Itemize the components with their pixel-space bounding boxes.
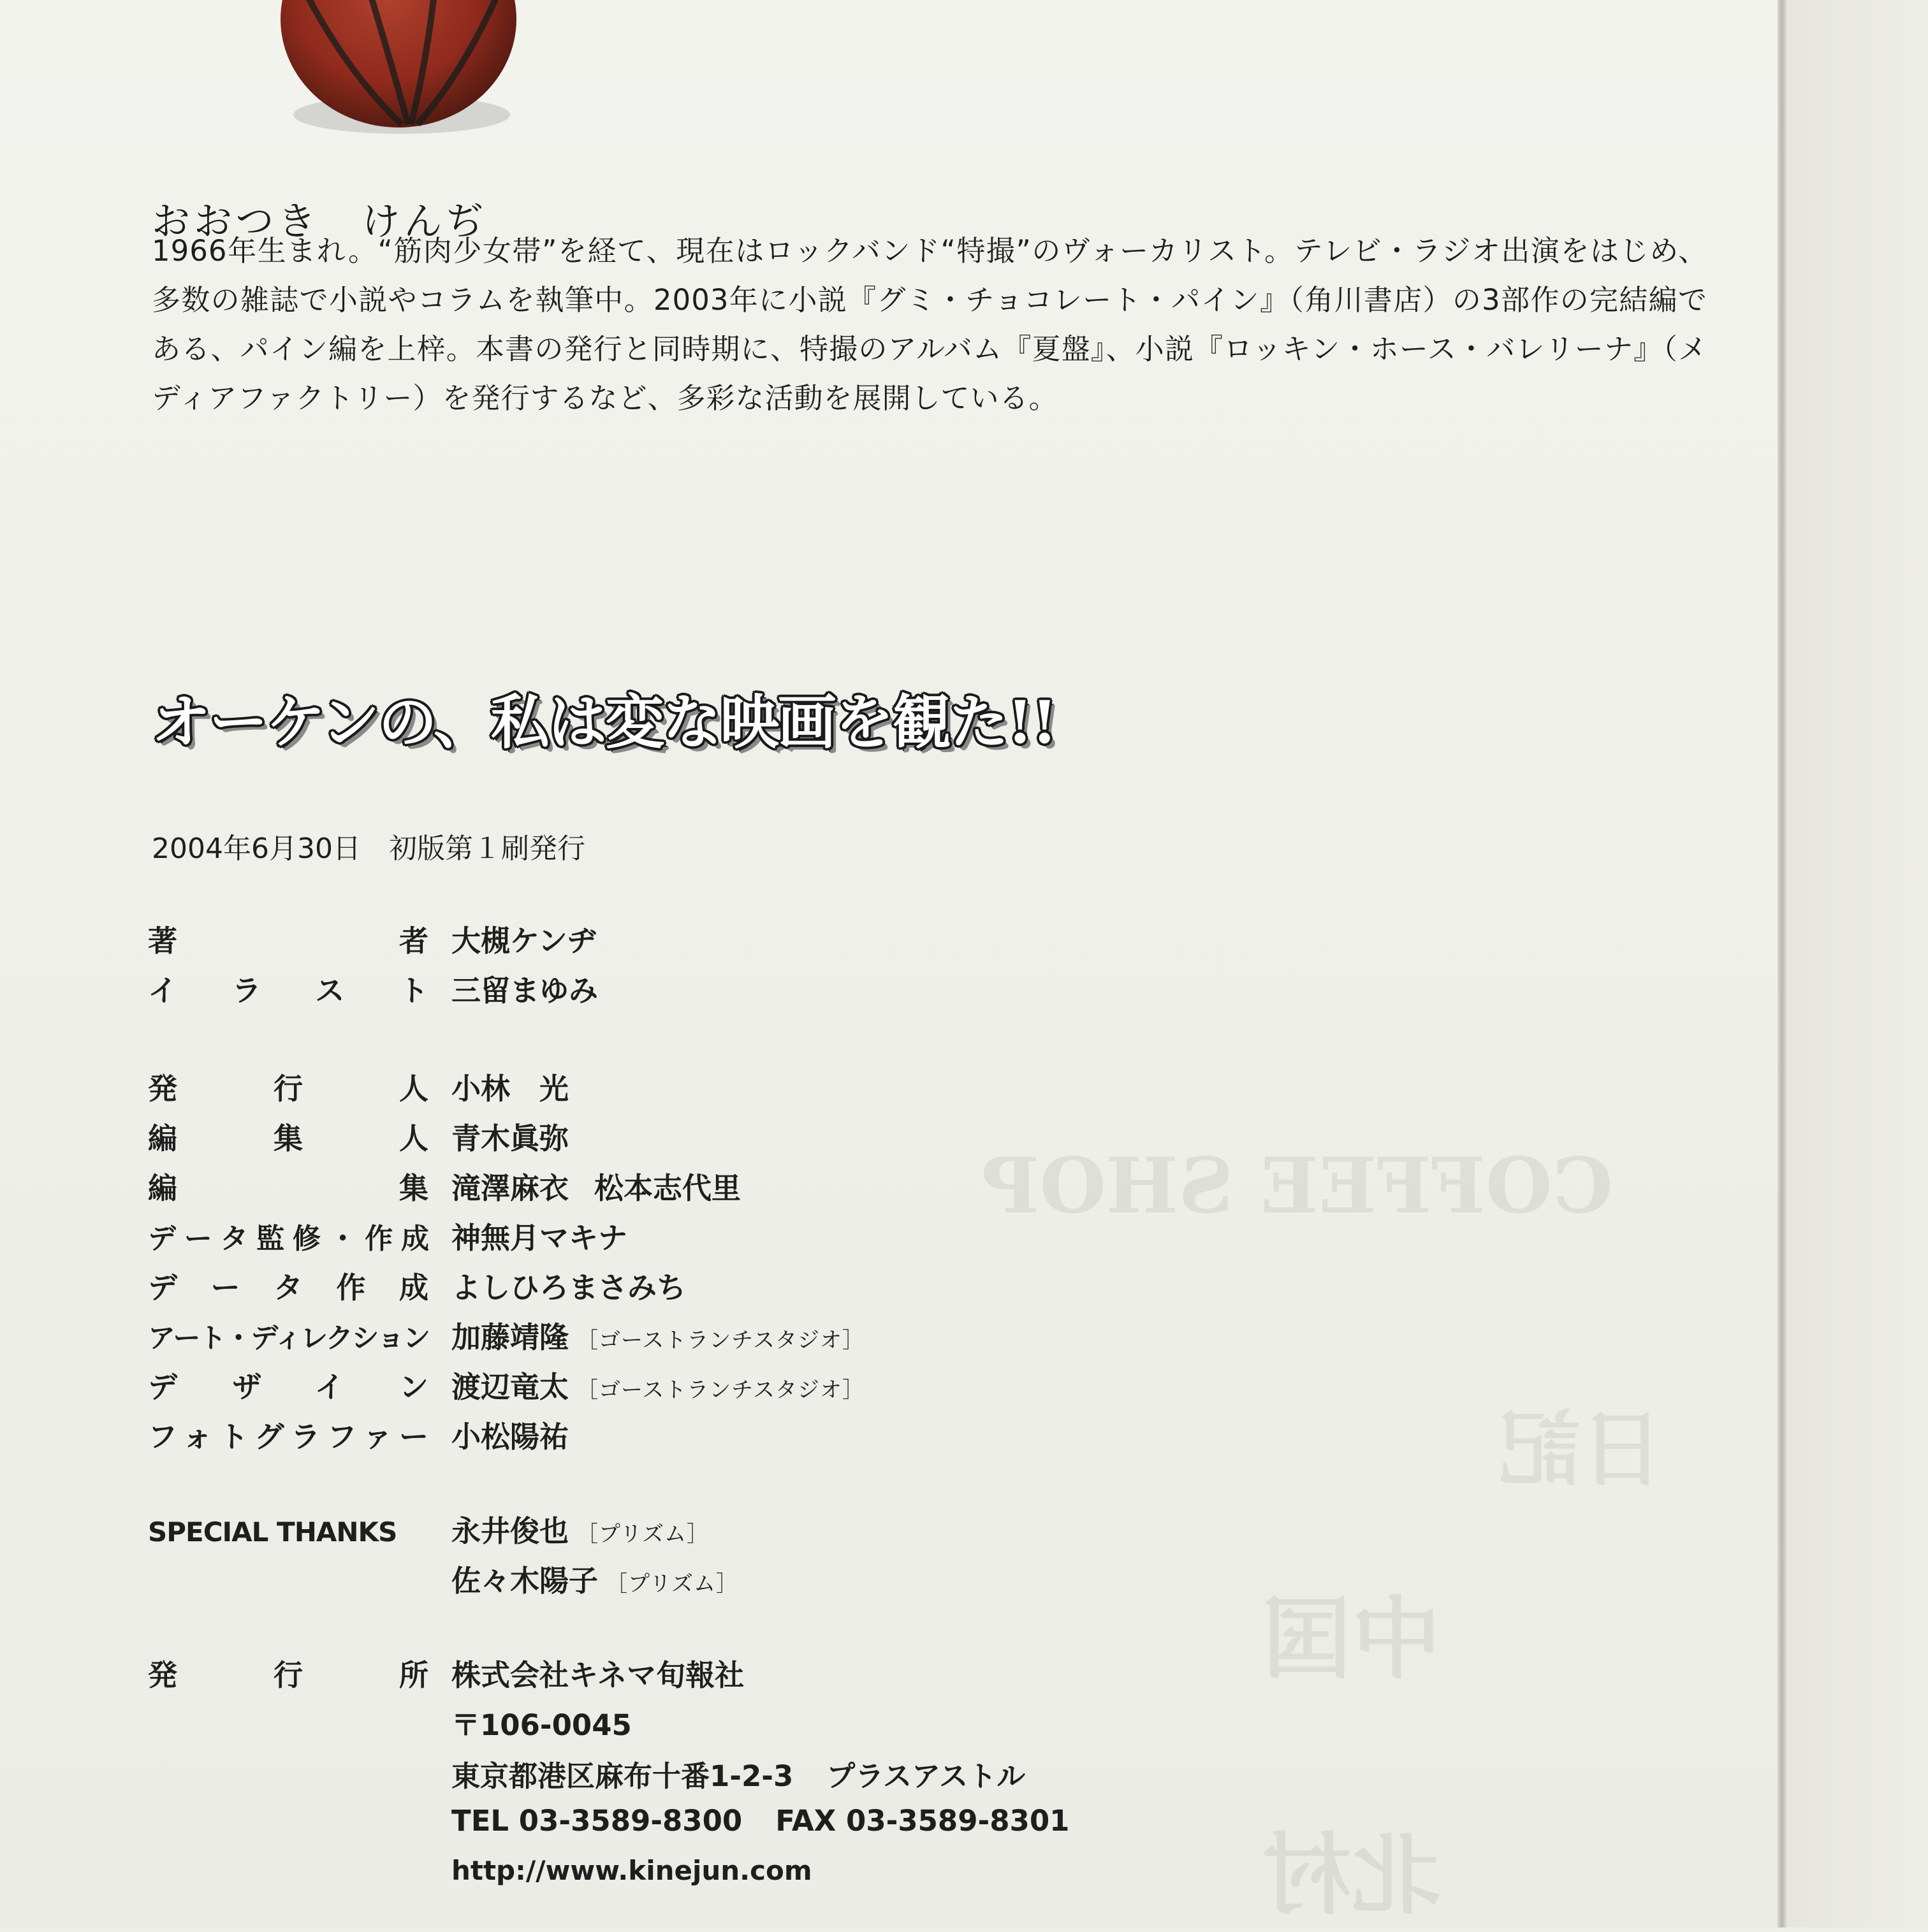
- credit-label: 編集人: [148, 1121, 428, 1156]
- credit-value: 青木眞弥: [451, 1121, 569, 1156]
- publisher-building: プラスアストル: [826, 1759, 1026, 1793]
- credit-value: よしひろまさみち: [451, 1270, 686, 1305]
- credit-label: アート・ディレクション: [148, 1323, 428, 1355]
- credit-row-design: [148, 1364, 1104, 1414]
- credit-label: イラスト: [148, 973, 428, 1008]
- credit-value: 滝澤麻衣: [451, 1171, 569, 1205]
- credit-label: 編集: [148, 1171, 428, 1205]
- facing-page-edge: [1785, 0, 1928, 1928]
- credit-value: 渡辺竜太: [451, 1370, 569, 1404]
- show-through-text: 中国: [1262, 1587, 1442, 1692]
- publisher-name: 株式会社キネマ旬報社: [451, 1658, 745, 1692]
- affiliation-tag: ［プリズム］: [576, 1522, 709, 1547]
- credit-row-author: [148, 918, 1104, 968]
- credit-value: 大槻ケンヂ: [451, 924, 597, 958]
- credit-value: 小松陽祐: [451, 1420, 569, 1454]
- credit-row-data-creation: [148, 1265, 1104, 1314]
- credit-value: 神無月マキナ: [451, 1221, 627, 1255]
- pumpkin-ornament: [274, 0, 523, 147]
- credit-value: 松本志代里: [594, 1171, 741, 1205]
- book-title: オーケンの、私は変な映画を観た!!: [152, 688, 1056, 757]
- publisher-address: 東京都港区麻布十番1-2-3: [451, 1759, 794, 1793]
- thanks-name: 永井俊也: [451, 1514, 569, 1548]
- publisher-label: 発行所: [148, 1658, 428, 1692]
- credit-label: デザイン: [148, 1370, 428, 1404]
- book-gutter: [1778, 0, 1786, 1928]
- publisher-fax: FAX 03-3589-8301: [775, 1804, 1070, 1838]
- credit-label: 発行人: [148, 1071, 428, 1106]
- credit-row-art-direction: [148, 1314, 1104, 1364]
- credit-label: データ監修・作成: [148, 1223, 428, 1255]
- special-thanks-label: SPECIAL THANKS: [148, 1516, 397, 1548]
- show-through-text: 北村: [1262, 1823, 1442, 1928]
- credit-value: 小林 光: [451, 1071, 569, 1106]
- publisher-row: [148, 1652, 1104, 1702]
- credit-value: 加藤靖隆: [451, 1320, 569, 1355]
- credit-label: 著者: [148, 924, 428, 958]
- affiliation-tag: ［ゴーストランチスタジオ］: [576, 1328, 865, 1353]
- special-thanks-row: [148, 1558, 1104, 1608]
- credit-row-illustration: [148, 968, 1104, 1017]
- publisher-postal: 〒106-0045: [451, 1708, 632, 1742]
- publication-date: 2004年6月30日 初版第１刷発行: [152, 832, 585, 865]
- credit-row-chief-editor: [148, 1115, 1104, 1165]
- author-name-kana: おおつき けんぢ: [152, 200, 488, 244]
- thanks-name: 佐々木陽子: [451, 1564, 598, 1598]
- affiliation-tag: ［ゴーストランチスタジオ］: [576, 1377, 865, 1403]
- credit-row-data-supervision: [148, 1215, 1104, 1265]
- credit-row-photographer: [148, 1414, 1104, 1464]
- credit-row-publisher-person: [148, 1066, 1104, 1115]
- special-thanks-row: [148, 1508, 1104, 1558]
- show-through-text: COFFEE SHOP: [982, 1141, 1613, 1231]
- publisher-url: http://www.kinejun.com: [451, 1855, 812, 1886]
- publisher-tel: TEL 03-3589-8300: [451, 1804, 743, 1838]
- credit-row-editors: [148, 1165, 1104, 1215]
- author-bio: 1966年生まれ。“筋肉少女帯”を経て、現在はロックバンド“特撮”のヴォーカリスト。テレビ・ラジオ出演をはじめ、多数の雑誌で小説やコラムを執筆中。2003年に小説『グミ・チョコレート・パイン』（角川書店）の3部作の完結編である、パイン編を上梓。本書の発行と同時期に、特撮のアルバム『夏盤』、小説『ロッキン・ホース・バレリーナ』（メディアファクトリー）を発行するなど、多彩な活動を展開している。: [152, 234, 1707, 415]
- credit-label: フォトグラファー: [148, 1420, 428, 1454]
- show-through-text: 日記: [1498, 1400, 1665, 1498]
- credit-label: データ作成: [148, 1270, 428, 1305]
- colophon-credits: [148, 918, 1104, 1906]
- credit-value: 三留まゆみ: [451, 973, 598, 1008]
- affiliation-tag: ［プリズム］: [606, 1571, 738, 1597]
